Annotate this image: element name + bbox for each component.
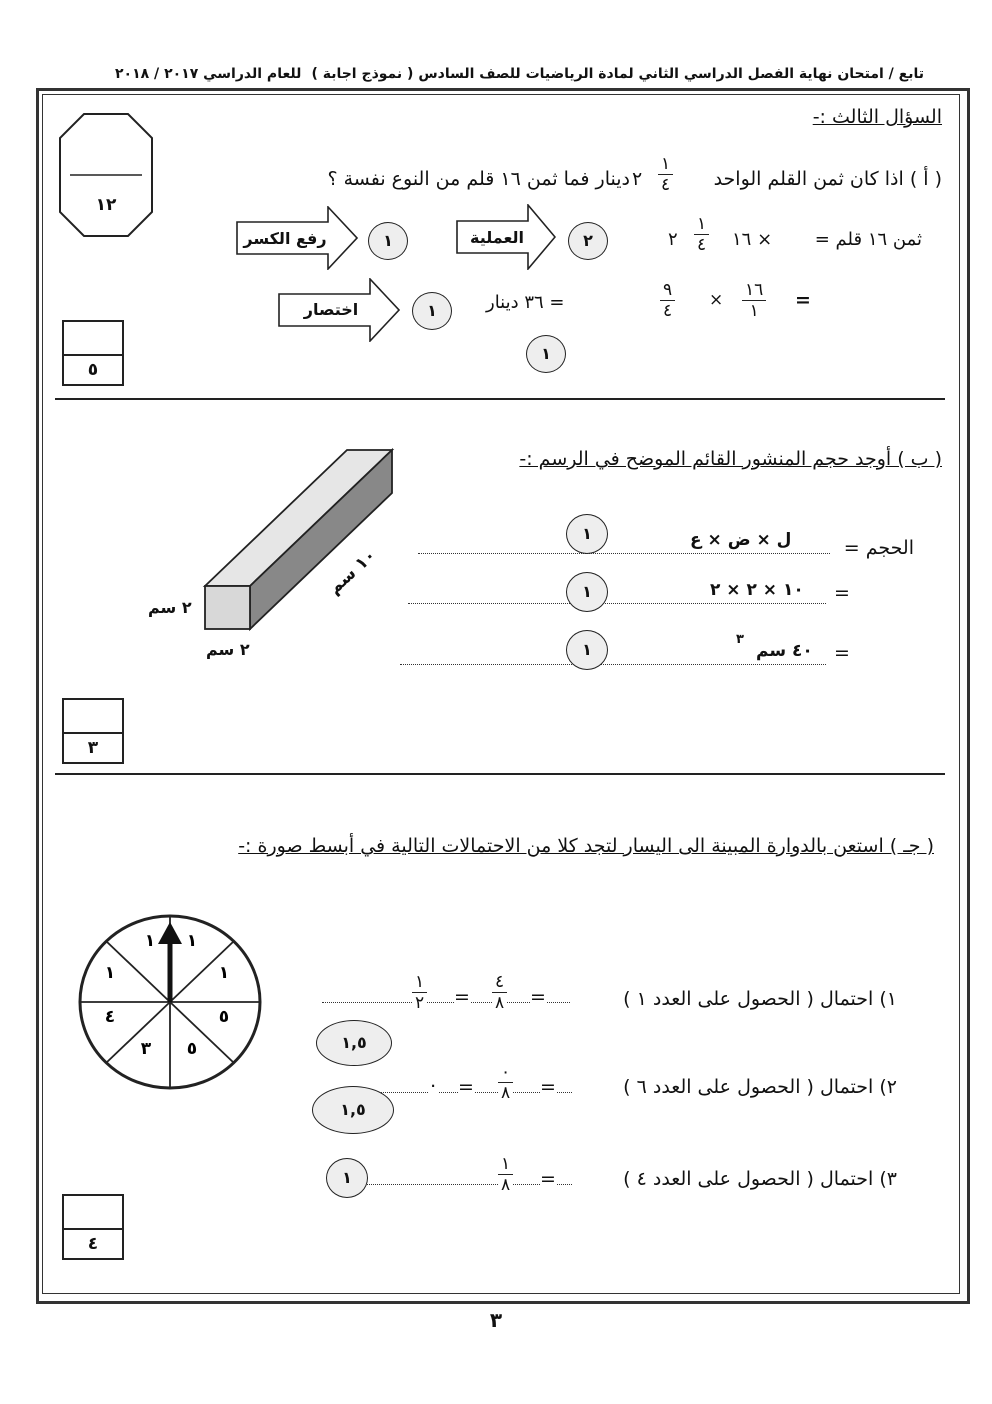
part-a-whole: ٢ bbox=[632, 168, 643, 190]
spinner-sector-8: ١ bbox=[144, 931, 156, 951]
prob-item-2-eq1: = bbox=[540, 1076, 556, 1098]
prob-item-1-eq1: = bbox=[530, 986, 546, 1008]
prob-item-1-label: ١) احتمال ( الحصول على العدد ١ ) bbox=[623, 988, 897, 1010]
step2-frac-a-den: ١ bbox=[749, 301, 759, 321]
volume-mark-2: ١ bbox=[566, 572, 608, 612]
mark-raise: ١ bbox=[368, 222, 408, 260]
prism-height-label: ٢ سم bbox=[148, 598, 192, 617]
prob-item-1-eq2: = bbox=[454, 986, 470, 1008]
step2-frac-b-num: ٩ bbox=[660, 280, 675, 301]
part-b-score: ٣ bbox=[87, 738, 99, 758]
step2-frac-a-num: ١٦ bbox=[742, 280, 766, 301]
part-b-score-box bbox=[62, 698, 124, 764]
arrow-raise-label: رفع الكسر bbox=[243, 229, 327, 248]
step1-label: ثمن ١٦ قلم = bbox=[814, 229, 922, 250]
step1-frac-num: ١ bbox=[694, 214, 709, 235]
volume-mark-3: ١ bbox=[566, 630, 608, 670]
prob-item-1-frac1-num: ٤ bbox=[492, 972, 507, 993]
volume-formula: ل × ض × ع bbox=[686, 530, 795, 550]
part-a-question: ( أ ) اذا كان ثمن القلم الواحد bbox=[713, 168, 942, 190]
prob-item-2-mark: ١,٥ bbox=[312, 1086, 394, 1134]
page-number: ٣ bbox=[489, 1308, 503, 1332]
volume-result: ٤٠ سم bbox=[752, 641, 817, 661]
step1-whole: ٢ bbox=[668, 229, 678, 250]
prob-item-3-frac1-num: ١ bbox=[498, 1154, 513, 1175]
prob-item-1-frac2 bbox=[412, 972, 427, 1013]
volume-mark-1: ١ bbox=[566, 514, 608, 554]
arrow-simplify-label: اختصار bbox=[303, 300, 359, 319]
prism-width-label: ٢ سم bbox=[206, 640, 250, 659]
prob-item-1-mark: ١,٥ bbox=[316, 1020, 392, 1066]
volume-eq-2: = bbox=[834, 582, 850, 604]
volume-result-exponent: ٣ bbox=[736, 632, 744, 647]
prob-item-3-frac1-den: ٨ bbox=[501, 1175, 511, 1195]
part-c-score-box bbox=[62, 1194, 124, 1260]
spinner-figure bbox=[76, 910, 266, 1094]
mark-result: ١ bbox=[526, 335, 566, 373]
step1-mid: ١٦ × bbox=[732, 229, 773, 250]
prob-item-2-frac1 bbox=[498, 1062, 513, 1103]
spinner-sector-1: ١ bbox=[186, 931, 198, 951]
prob-item-2-frac1-num: ٠ bbox=[498, 1062, 513, 1083]
spinner-sector-2: ١ bbox=[218, 963, 230, 983]
volume-line-2 bbox=[408, 603, 826, 604]
part-a-question-tail: دينار فما ثمن ١٦ قلم من النوع نفسة ؟ bbox=[327, 168, 630, 190]
octagon-score-value: ١٢ bbox=[95, 195, 117, 215]
spinner-sector-3: ٥ bbox=[218, 1007, 230, 1027]
step1-frac-den: ٤ bbox=[697, 235, 707, 255]
arrow-operation-label: العملية bbox=[469, 228, 524, 247]
prob-item-2-result: ٠ bbox=[428, 1074, 439, 1096]
prob-item-2-frac1-den: ٨ bbox=[501, 1083, 511, 1103]
prob-item-1-frac1 bbox=[492, 972, 507, 1013]
step2-frac-b bbox=[660, 280, 675, 321]
part-b-question: ( ب ) أوجد حجم المنشور القائم الموضح في الرسم :- bbox=[519, 448, 942, 470]
part-c-score: ٤ bbox=[87, 1234, 99, 1254]
part-a-score: ٥ bbox=[87, 360, 99, 380]
octagon-score-box bbox=[58, 112, 154, 238]
step2-frac-b-den: ٤ bbox=[663, 301, 673, 321]
step2-times: × bbox=[709, 290, 724, 310]
mark-simplify: ١ bbox=[412, 292, 452, 330]
spinner-sector-7: ١ bbox=[104, 963, 116, 983]
spinner-sector-4: ٥ bbox=[186, 1039, 198, 1059]
prism-figure bbox=[200, 440, 400, 640]
part-a-fraction bbox=[658, 154, 673, 195]
volume-eq-3: = bbox=[834, 642, 850, 664]
prob-item-3-eq1: = bbox=[540, 1168, 556, 1190]
volume-line-3 bbox=[400, 664, 826, 665]
step2-result: = ٣٦ دينار bbox=[486, 292, 565, 313]
prob-item-1-frac2-den: ٢ bbox=[415, 993, 425, 1013]
part-c-question: ( جـ ) استعن بالدوارة المبينة الى اليسار لتجد كلا من الاحتمالات التالية في أبسط صورة :- bbox=[238, 835, 934, 857]
spinner-sector-6: ٤ bbox=[104, 1007, 116, 1027]
section-title: السؤال الثالث :- bbox=[812, 106, 942, 128]
prob-item-2-eq2: = bbox=[458, 1076, 474, 1098]
part-a-frac-num: ١ bbox=[658, 154, 673, 175]
prob-item-3-frac1 bbox=[498, 1154, 513, 1195]
step2-frac-a bbox=[742, 280, 766, 321]
exam-year: للعام الدراسي ٢٠١٧ / ٢٠١٨ bbox=[115, 66, 302, 82]
part-a-score-box bbox=[62, 320, 124, 386]
divider-b-c bbox=[55, 773, 945, 775]
volume-line-1 bbox=[418, 553, 830, 554]
prob-item-1-frac1-den: ٨ bbox=[495, 993, 505, 1013]
prob-item-1-frac2-num: ١ bbox=[412, 972, 427, 993]
step1-fraction bbox=[694, 214, 709, 255]
mark-operation: ٢ bbox=[568, 222, 608, 260]
prob-item-3-label: ٣) احتمال ( الحصول على العدد ٤ ) bbox=[623, 1168, 897, 1190]
spinner-sector-5: ٣ bbox=[140, 1039, 152, 1059]
page-frame-inner bbox=[42, 94, 960, 1294]
step2-eq: = bbox=[795, 289, 811, 311]
part-a-frac-den: ٤ bbox=[661, 175, 671, 195]
volume-substitution: ١٠ × ٢ × ٢ bbox=[706, 580, 808, 600]
prob-item-2-label: ٢) احتمال ( الحصول على العدد ٦ ) bbox=[623, 1076, 897, 1098]
volume-label: الحجم = bbox=[843, 537, 914, 559]
exam-header: تابع / امتحان نهاية الفصل الدراسي الثاني لمادة الرياضيات للصف السادس ( نموذج اجابة ) bbox=[311, 66, 924, 82]
divider-a-b bbox=[55, 398, 945, 400]
prob-item-3-mark: ١ bbox=[326, 1158, 368, 1198]
prism-length-label: ١٠ سم bbox=[324, 545, 381, 599]
